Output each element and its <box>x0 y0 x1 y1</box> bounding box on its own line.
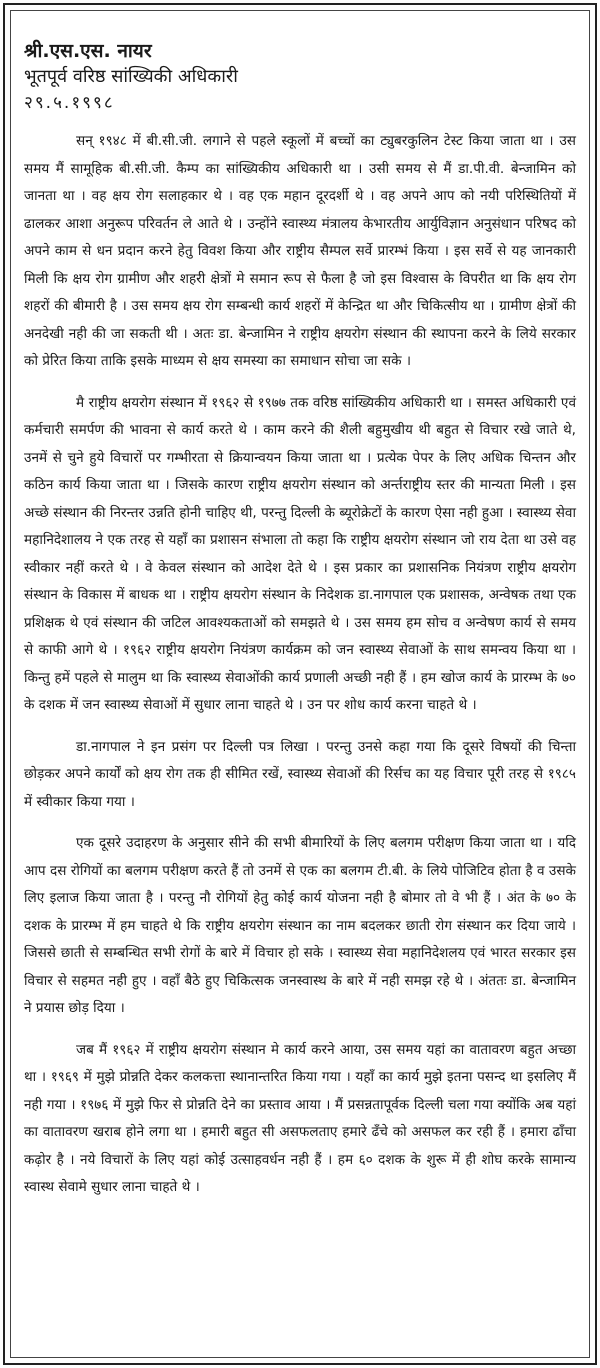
author-name: श्री.एस.एस. नायर <box>24 40 152 62</box>
document-body <box>24 38 576 1216</box>
paragraph-5: जब मैं १९६२ में राष्ट्रीय क्षयरोग संस्थान मे कार्य करने आया, उस समय यहां का वातावरण बहुत अच्छा था । १९६९ में मुझे प्रोन्नति देकर कलकत्ता स्थानान्तरित किया गया । यहाँ का कार्य मुझे इतना पसन्द था इसलिए मैं नही गया । १९७६ में मुझे फिर से प्रोन्नति देने का प्रस्ताव आया । मैं प्रसन्नतापूर्वक दिल्ली चला गया क्योंकि अब यहां का वातावरण खराब होने लगा था । हमारी बहुत सी असफलताए हमारे ढँचे को असफल कर रही हैं । हमारा ढाँचा कढ़ोर है । नये विचारों के लिए यहां कोई उत्साहवर्धन नही हैं । हम ६० दशक के शुरू में ही शोघ करके सामान्य स्वास्थ सेवामे सुधार लाना चाहते थे । <box>24 1041 576 1195</box>
paragraph-2: मै राष्ट्रीय क्षयरोग संस्थान में १९६२ से १९७७ तक वरिष्ठ सांख्यिकीय अधिकारी था । समस्त अधिकारी एवं कर्मचारी समर्पण की भावना से कार्य करते थे । काम करने की शैली बहुमुखीय थी बहुत से विचार रखे जाते थे, उनमें से चुने हुये विचारों पर गम्भीरता से क्रियान्वयन किया जाता था । प्रत्येक पेपर के लिए अधिक चिन्तन और कठिन कार्य किया जाता था । जिसके कारण राष्ट्रीय क्षयरोग संस्थान को अर्न्तराष्ट्रीय स्तर की मान्यता मिली । इस अच्छे संस्थान की निरन्तर उन्नति होनी चाहिए थी, परन्तु दिल्ली के ब्यूरोक्रेटों के कारण ऐसा नही हुआ । स्वास्थ्य सेवा महानिदेशालय ने एक तरह से यहाँ का प्रशासन संभाला तो कहा कि राष्ट्रीय क्षयरोग संस्थान जो राय देता था उसे वह स्वीकार नहीं करते थे । वे केवल संस्थान को आदेश देते थे । इस प्रकार का प्रशासनिक नियंत्रण राष्ट्रीय क्षयरोग संस्थान के विकास में बाधक था । राष्ट्रीय क्षयरोग संस्थान के निदेशक डा.नागपाल एक प्रशासक, अन्वेषक तथा एक प्रशिक्षक थे एवं संस्थान की जटिल आवश्यकताओं को समझते थे । उस समय हम सोच व अन्वेषण कार्य से समय से काफी आगे थे । १९६२ राष्ट्रीय क्षयरोग नियंत्रण कार्यक्रम को जन स्वास्थ्य सेवाओं के साथ समन्वय किया था । किन्तु हमें पहले से मालुम था कि स्वास्थ्य सेवाओंकी कार्य प्रणाली अच्छी नही हैं । हम खोज कार्य के प्रारम्भ के ७० के दशक में जन स्वास्थ्य सेवाओं में सुधार लाना चाहते थे । उन पर शोध कार्य करना चाहते थे । <box>24 394 576 713</box>
author-designation: भूतपूर्व वरिष्ठ सांख्यिकी अधिकारी <box>24 66 238 87</box>
paragraph-3: डा.नागपाल ने इन प्रसंग पर दिल्ली पत्र लिखा । परन्तु उनसे कहा गया कि दूसरे विषयों की चिन्ता छोड़कर अपने कार्यों को क्षय रोग तक ही सीमित रखें, स्वास्थ्य सेवाओं की रिर्सच का यह विचार पूरी तरह से १९८५ में स्वीकार किया गया । <box>24 738 576 810</box>
paragraph-1: सन् १९४८ में बी.सी.जी. लगाने से पहले स्कूलों में बच्चों का ट्युबरकुलिन टेस्ट किया जाता था । उस समय मैं सामूहिक बी.सी.जी. कैम्प का सांख्यिकीय अधिकारी था । उसी समय से मैं डा.पी.वी. बेन्जामिन को जानता था । वह क्षय रोग सलाहकार थे । वह एक महान दूरदर्शी थे । वह अपने आप को नयी परिस्थितियों में ढालकर आशा अनुरूप परिवर्तन ले आते थे । उन्होंने स्वास्थ्य मंत्रालय केभारतीय आर्युविज्ञान अनुसंधान परिषद को अपने काम से धन प्रदान करने हेतु विवश किया और राष्ट्रीय सैम्पल सर्वे प्रारम्भं किया । इस सर्वे से यह जानकारी मिली कि क्षय रोग ग्रामीण और शहरी क्षेत्रों मे समान रूप से फैला है जो इस विश्वास के विपरीत था कि क्षय रोग शहरों की बीमारी है । उस समय क्षय रोग सम्बन्धी कार्य शहरों में केन्द्रित था और चिकित्सीय था । ग्रामीण क्षेत्रों की अनदेखी नही की जा सकती थी । अतः डा. बेन्जामिन ने राष्ट्रीय क्षयरोग संस्थान की स्थापना करने के लिये सरकार को प्रेरित किया ताकि इसके माध्यम से क्षय समस्या का समाधान सोचा जा सके । <box>24 133 576 369</box>
paragraph-4: एक दूसरे उदाहरण के अनुसार सीने की सभी बीमारियों के लिए बलगम परीक्षण किया जाता था । यदि आप दस रोगियों का बलगम परीक्षण करते हैं तो उनमें से एक का बलगम टी.बी. के लिये पोजिटिव होता है व उसके लिए इलाज किया जाता है । परन्तु नौ रोगियों हेतु कोई कार्य योजना नही है बोमार तो वे भी हैं । अंत के ७० के दशक के प्रारम्भ में हम चाहते थे कि राष्ट्रीय क्षयरोग संस्थान का नाम बदलकर छाती रोग संस्थान कर दिया जाये । जिससे छाती से सम्बन्धित सभी रोगों के बारे में विचार हो सके । स्वास्थ्य सेवा महानिदेशलय एवं भारत सरकार इस विचार से सहमत नही हुए । वहाँ बैठे हुए चिकित्सक जनस्वास्थ के बारे में नही समझ रहे थे । अंततः डा. बेन्जामिन ने प्रयास छोड़ दिया । <box>24 835 576 1016</box>
document-date: २९.५.१९९८ <box>24 93 115 113</box>
